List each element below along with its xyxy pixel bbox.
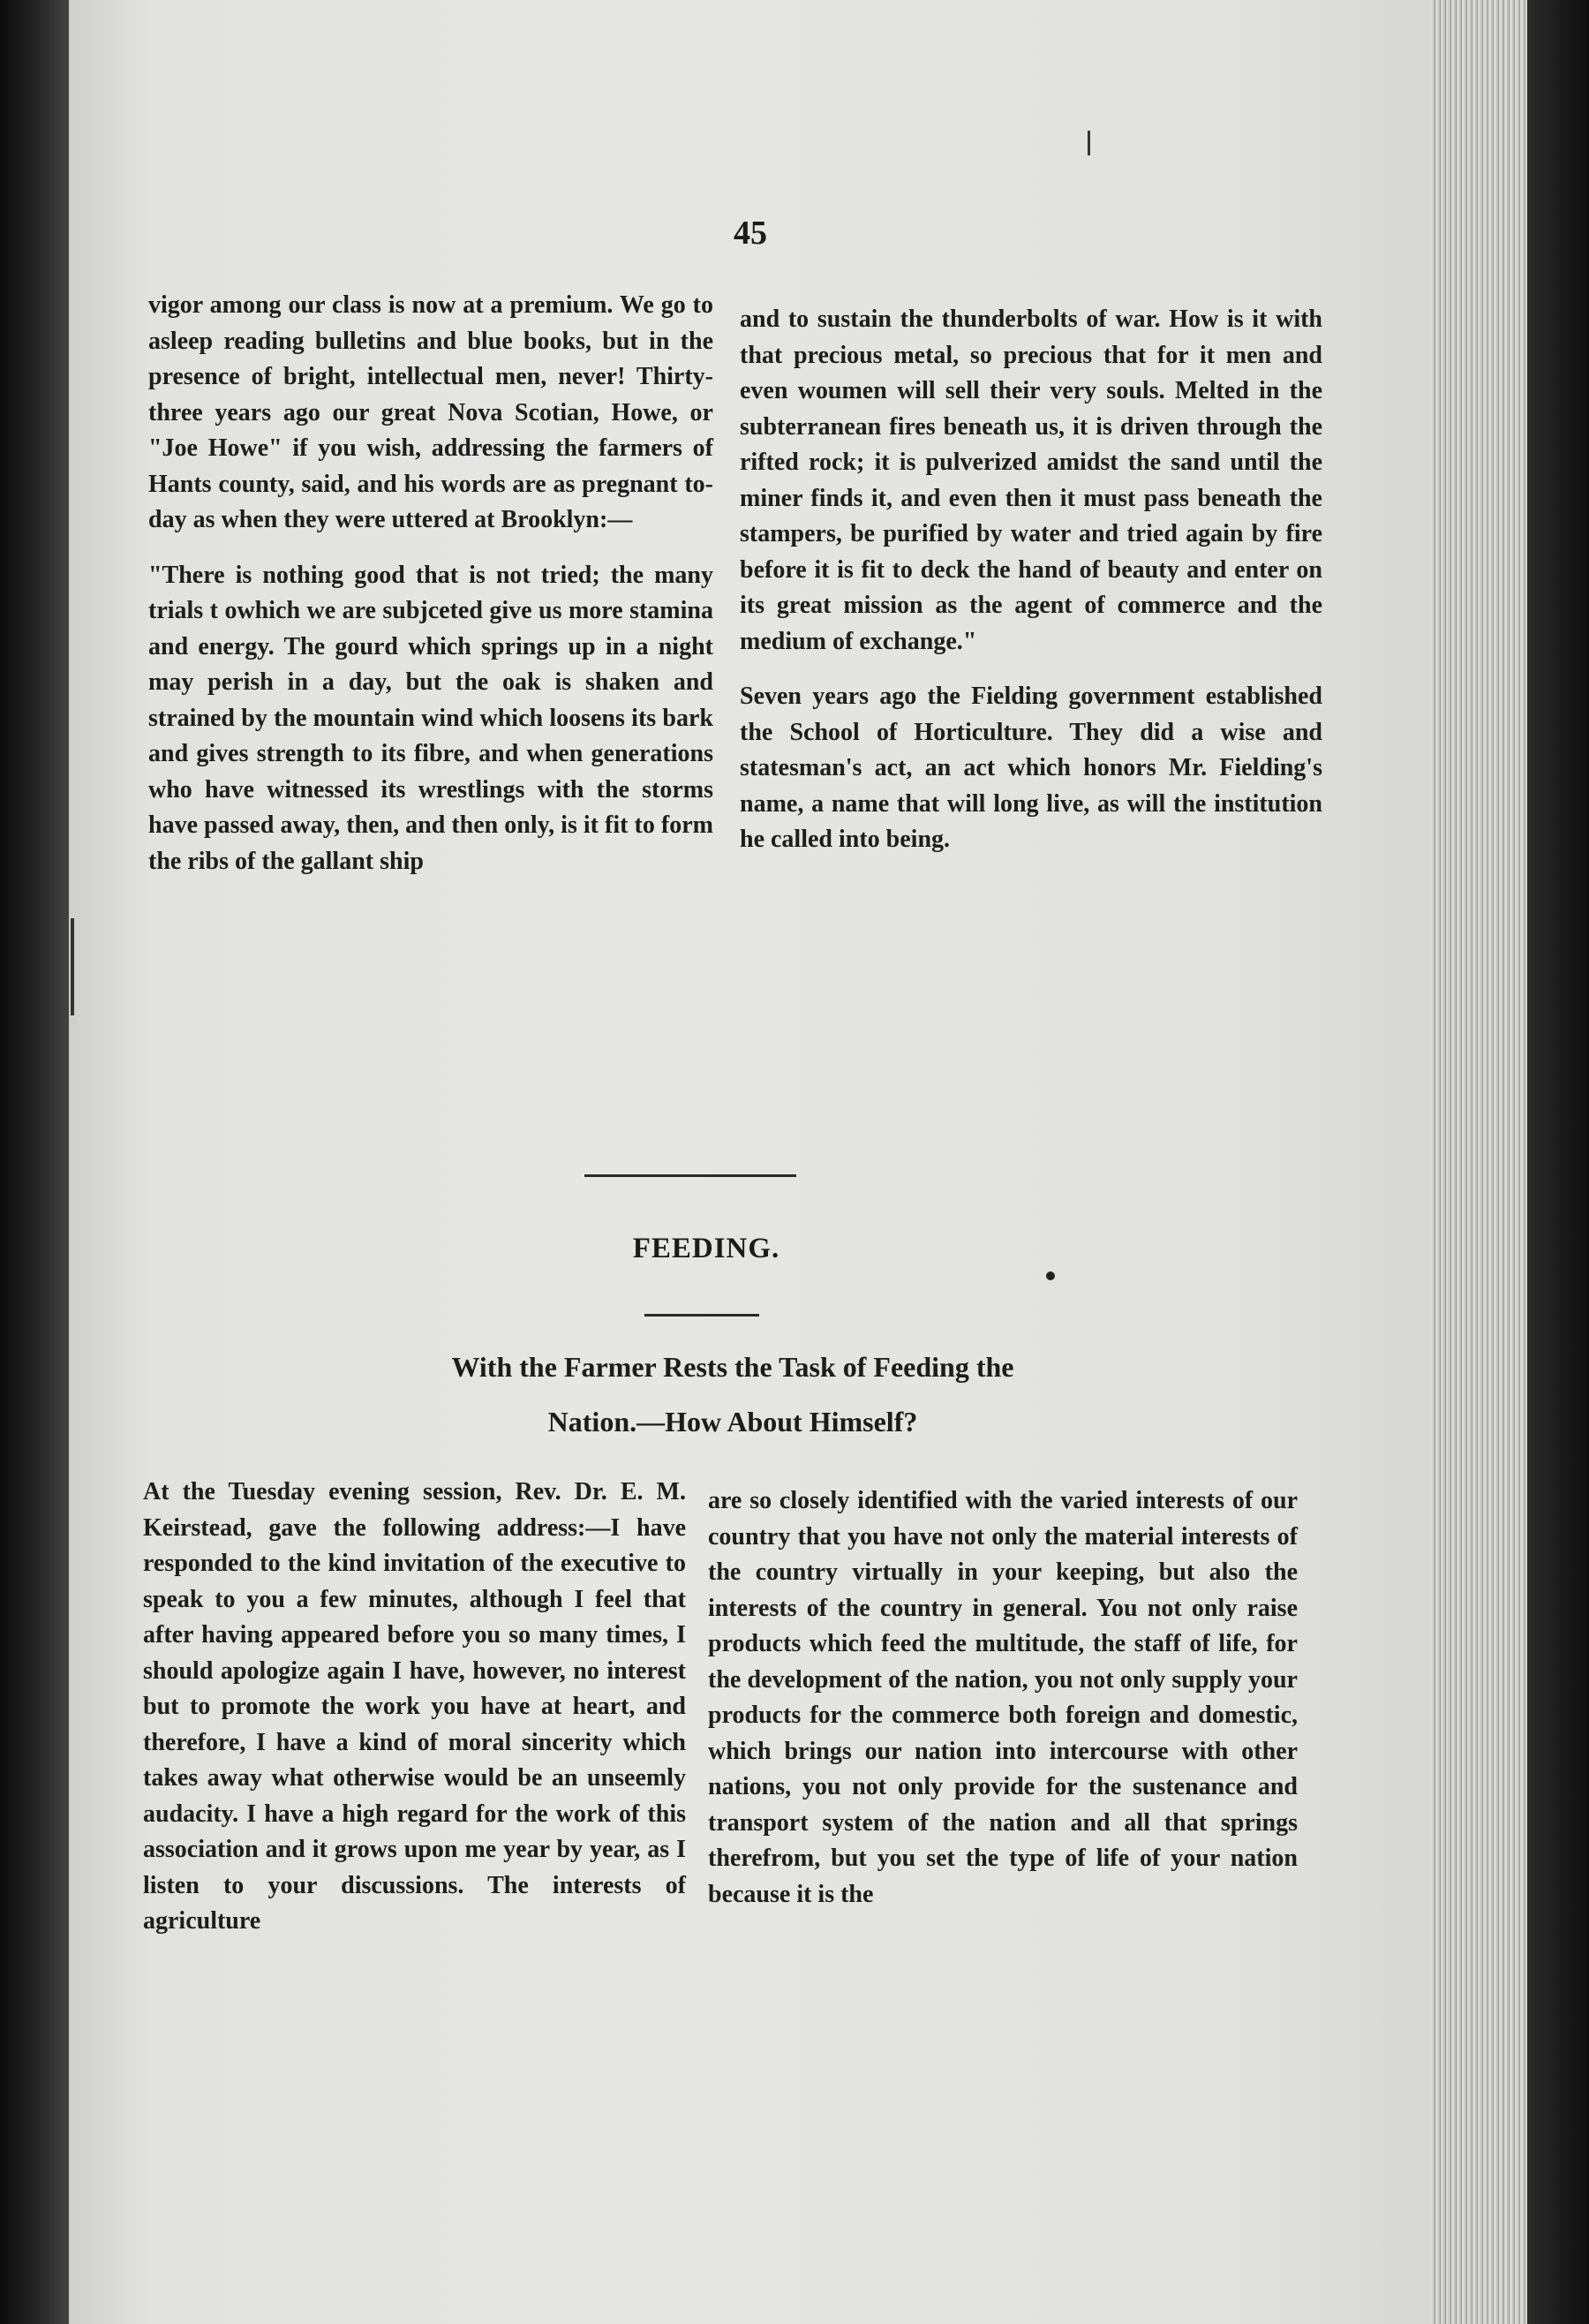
paragraph: "There is nothing good that is not tried; the many trials t owhich we are subjceted give us more stamina and energy. The gourd which springs up in a night may perish in a day, but the oak is shaken and strained by the mountain wind which loosens its bark and gives strength to its fibre, and when generations who have witnessed its wrestlings with the storms have passed away, then, and then only, is it fit to form the ribs of the gallant ship [148,561,713,875]
paragraph: At the Tuesday evening session, Rev. Dr. E. M. Keirstead, gave the following address:—I have responded to the kind invitation of the executive to speak to you a few minutes, although I feel that after having appeared before you so many times, I should apologize again I have, however, no interest but to promote the work you have at heart, and therefore, I have a kind of moral sincerity which takes away what otherwise would be an unseemly audacity. I have a high regard for the work of this association and it grows upon me year by year, as I listen to your discussions. The interests of agriculture [143,1478,686,1935]
paragraph: are so closely identified with the varied interests of our country that you have not only the material interests of the country virtually in your keeping, but also the interests of the country in general. You not only raise products which feed the multitude, the staff of life, for the development of the nation, you not only supply your products for the commerce both foreign and domestic, which brings our nation into intercourse with other nations, you not only provide for the sustenance and transport system of the nation and all that springs therefrom, but you set the type of life of your nation because it is the [708,1487,1298,1908]
paragraph: vigor among our class is now at a premium. We go to asleep reading bulletins and blue books, but in the presence of bright, intellectual men, never! Thirty-three years ago our great Nova Scotian, Howe, or "Joe Howe" if you wish, addressing the farmers of Hants county, said, and his words are as pregnant to-day as when they were uttered at Brooklyn:— [148,291,713,533]
subheading-line-2: Nation.—How About Himself? [547,1406,918,1437]
top-right-column [740,302,1322,858]
stray-dot [1046,1271,1055,1280]
margin-mark [71,918,74,1015]
page-edges [1430,0,1527,2324]
paragraph: Seven years ago the Fielding government established the School of Horticulture. They did a wise and statesman's act, an act which honors Mr. Fielding's name, a name that will long live, as will the institution he called into being. [740,683,1322,853]
section-divider [584,1174,796,1177]
book-gutter [0,0,71,2324]
page-number: 45 [734,215,767,252]
stray-mark [1088,131,1090,155]
scan-border [1527,0,1589,2324]
top-left-column [148,288,713,879]
section-heading: FEEDING. [632,1233,780,1264]
heading-rule [644,1314,759,1317]
bottom-right-column [708,1483,1298,1913]
subheading-line-1: With the Farmer Rests the Task of Feeding the [451,1351,1014,1383]
bottom-left-column [143,1475,686,1940]
paragraph: and to sustain the thunderbolts of war. How is it with that precious metal, so precious that for it men and even woumen will sell their very souls. Melted in the subterranean fires beneath us, it is driven through the rifted rock; it is pulverized amidst the sand until the miner finds it, and even then it must pass beneath the stampers, be purified by water and tried again by fire before it is fit to deck the hand of beauty and enter on its great mission as the agent of commerce and the medium of exchange." [740,306,1322,655]
